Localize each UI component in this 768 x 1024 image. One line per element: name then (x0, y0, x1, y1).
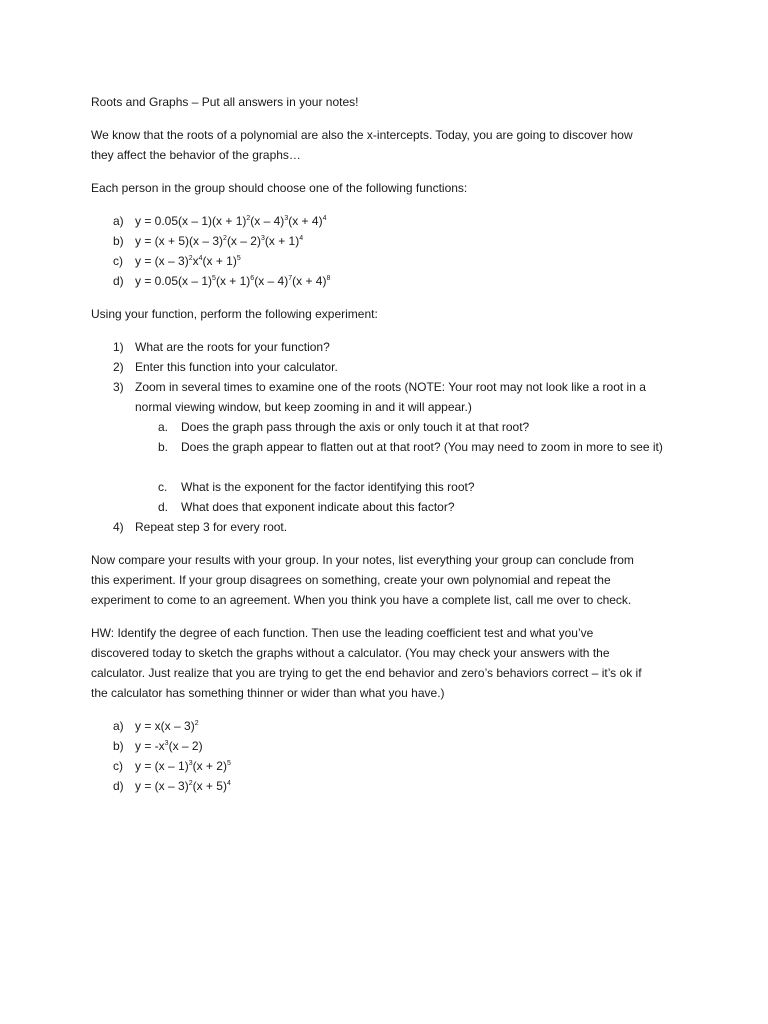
substep-marker: d. (158, 500, 169, 514)
function-marker: a) (113, 214, 124, 228)
hw-line-2: discovered today to sketch the graphs without a calculator. (You may check your answers with the (91, 646, 610, 660)
step-marker: 2) (113, 360, 124, 374)
function-marker: d) (113, 274, 124, 288)
hw-function-item: $y = (x - 3)^2(x + 5)^4$ (135, 779, 231, 793)
step-marker: 4) (113, 520, 124, 534)
hw-function-item: $y = -x^3(x - 2)$ (135, 739, 203, 753)
hw-function-item: y = x(x – 3)$^2$ (135, 719, 199, 733)
substep-item: What does that exponent indicate about this factor? (181, 500, 455, 514)
hw-function-item: $y = (x - 1)^3(x + 2)^5$ (135, 759, 231, 773)
function-marker: b) (113, 234, 124, 248)
substep-marker: a. (158, 420, 169, 434)
hw-function-marker: a) (113, 719, 124, 733)
hw-function-marker: d) (113, 779, 124, 793)
substep-marker: c. (158, 480, 168, 494)
compare-line-2: this experiment. If your group disagrees on something, create your own polynomial and repeat the (91, 573, 611, 587)
substep-marker: b. (158, 440, 169, 454)
hw-line-4: the calculator has something thinner or wider than what you have.) (91, 686, 445, 700)
function-item: $y = (x + 5)(x - 3)^2(x - 2)^3(x + 1)^4$ (135, 234, 304, 248)
hw-function-marker: b) (113, 739, 124, 753)
substep-item: Does the graph appear to flatten out at that root? (You may need to zoom in more to see it) (181, 440, 663, 454)
document-title: Roots and Graphs – Put all answers in your notes! (91, 95, 359, 109)
choose-prompt: Each person in the group should choose one of the following functions: (91, 181, 468, 195)
compare-line-1: Now compare your results with your group. In your notes, list everything your group can conclude from (91, 553, 634, 567)
step-item: Zoom in several times to examine one of the roots (NOTE: Your root may not look like a root in a normal viewing window, but keep zooming in and it will appear.) (135, 380, 646, 414)
intro-line-1: We know that the roots of a polynomial are also the x-intercepts. Today, you are going to discover how (91, 128, 633, 142)
function-item: $y = (x - 3)^2x^4(x + 1)^5$ (135, 254, 241, 268)
step-marker: 1) (113, 340, 124, 354)
substep-item: Does the graph pass through the axis or only touch it at that root? (181, 420, 530, 434)
experiment-prompt: Using your function, perform the following experiment: (91, 307, 378, 321)
hw-line-3: calculator. Just realize that you are trying to get the end behavior and zero’s behaviors correct – it’s ok if (91, 666, 642, 680)
substep-item: What is the exponent for the factor identifying this root? (181, 480, 475, 494)
step-item: What are the roots for your function? (135, 340, 330, 354)
function-item: $y = 0.05(x - 1)(x + 1)^2(x - 4)^3(x + 4)^4$ (135, 214, 327, 228)
hw-line-1: HW: Identify the degree of each function. Then use the leading coefficient test and what you’ve (91, 626, 594, 640)
step-item: Enter this function into your calculator. (135, 360, 338, 374)
step-item: Repeat step 3 for every root. (135, 520, 288, 534)
function-marker: c) (113, 254, 123, 268)
step-marker: 3) (113, 380, 124, 394)
compare-line-3: experiment to come to an agreement. When you think you have a complete list, call me over to check. (91, 593, 632, 607)
function-item: $y = 0.05(x - 1)^5(x + 1)^6(x - 4)^7(x + 4)^8$ (135, 274, 331, 288)
hw-function-marker: c) (113, 759, 123, 773)
intro-line-2: they affect the behavior of the graphs… (91, 148, 301, 162)
